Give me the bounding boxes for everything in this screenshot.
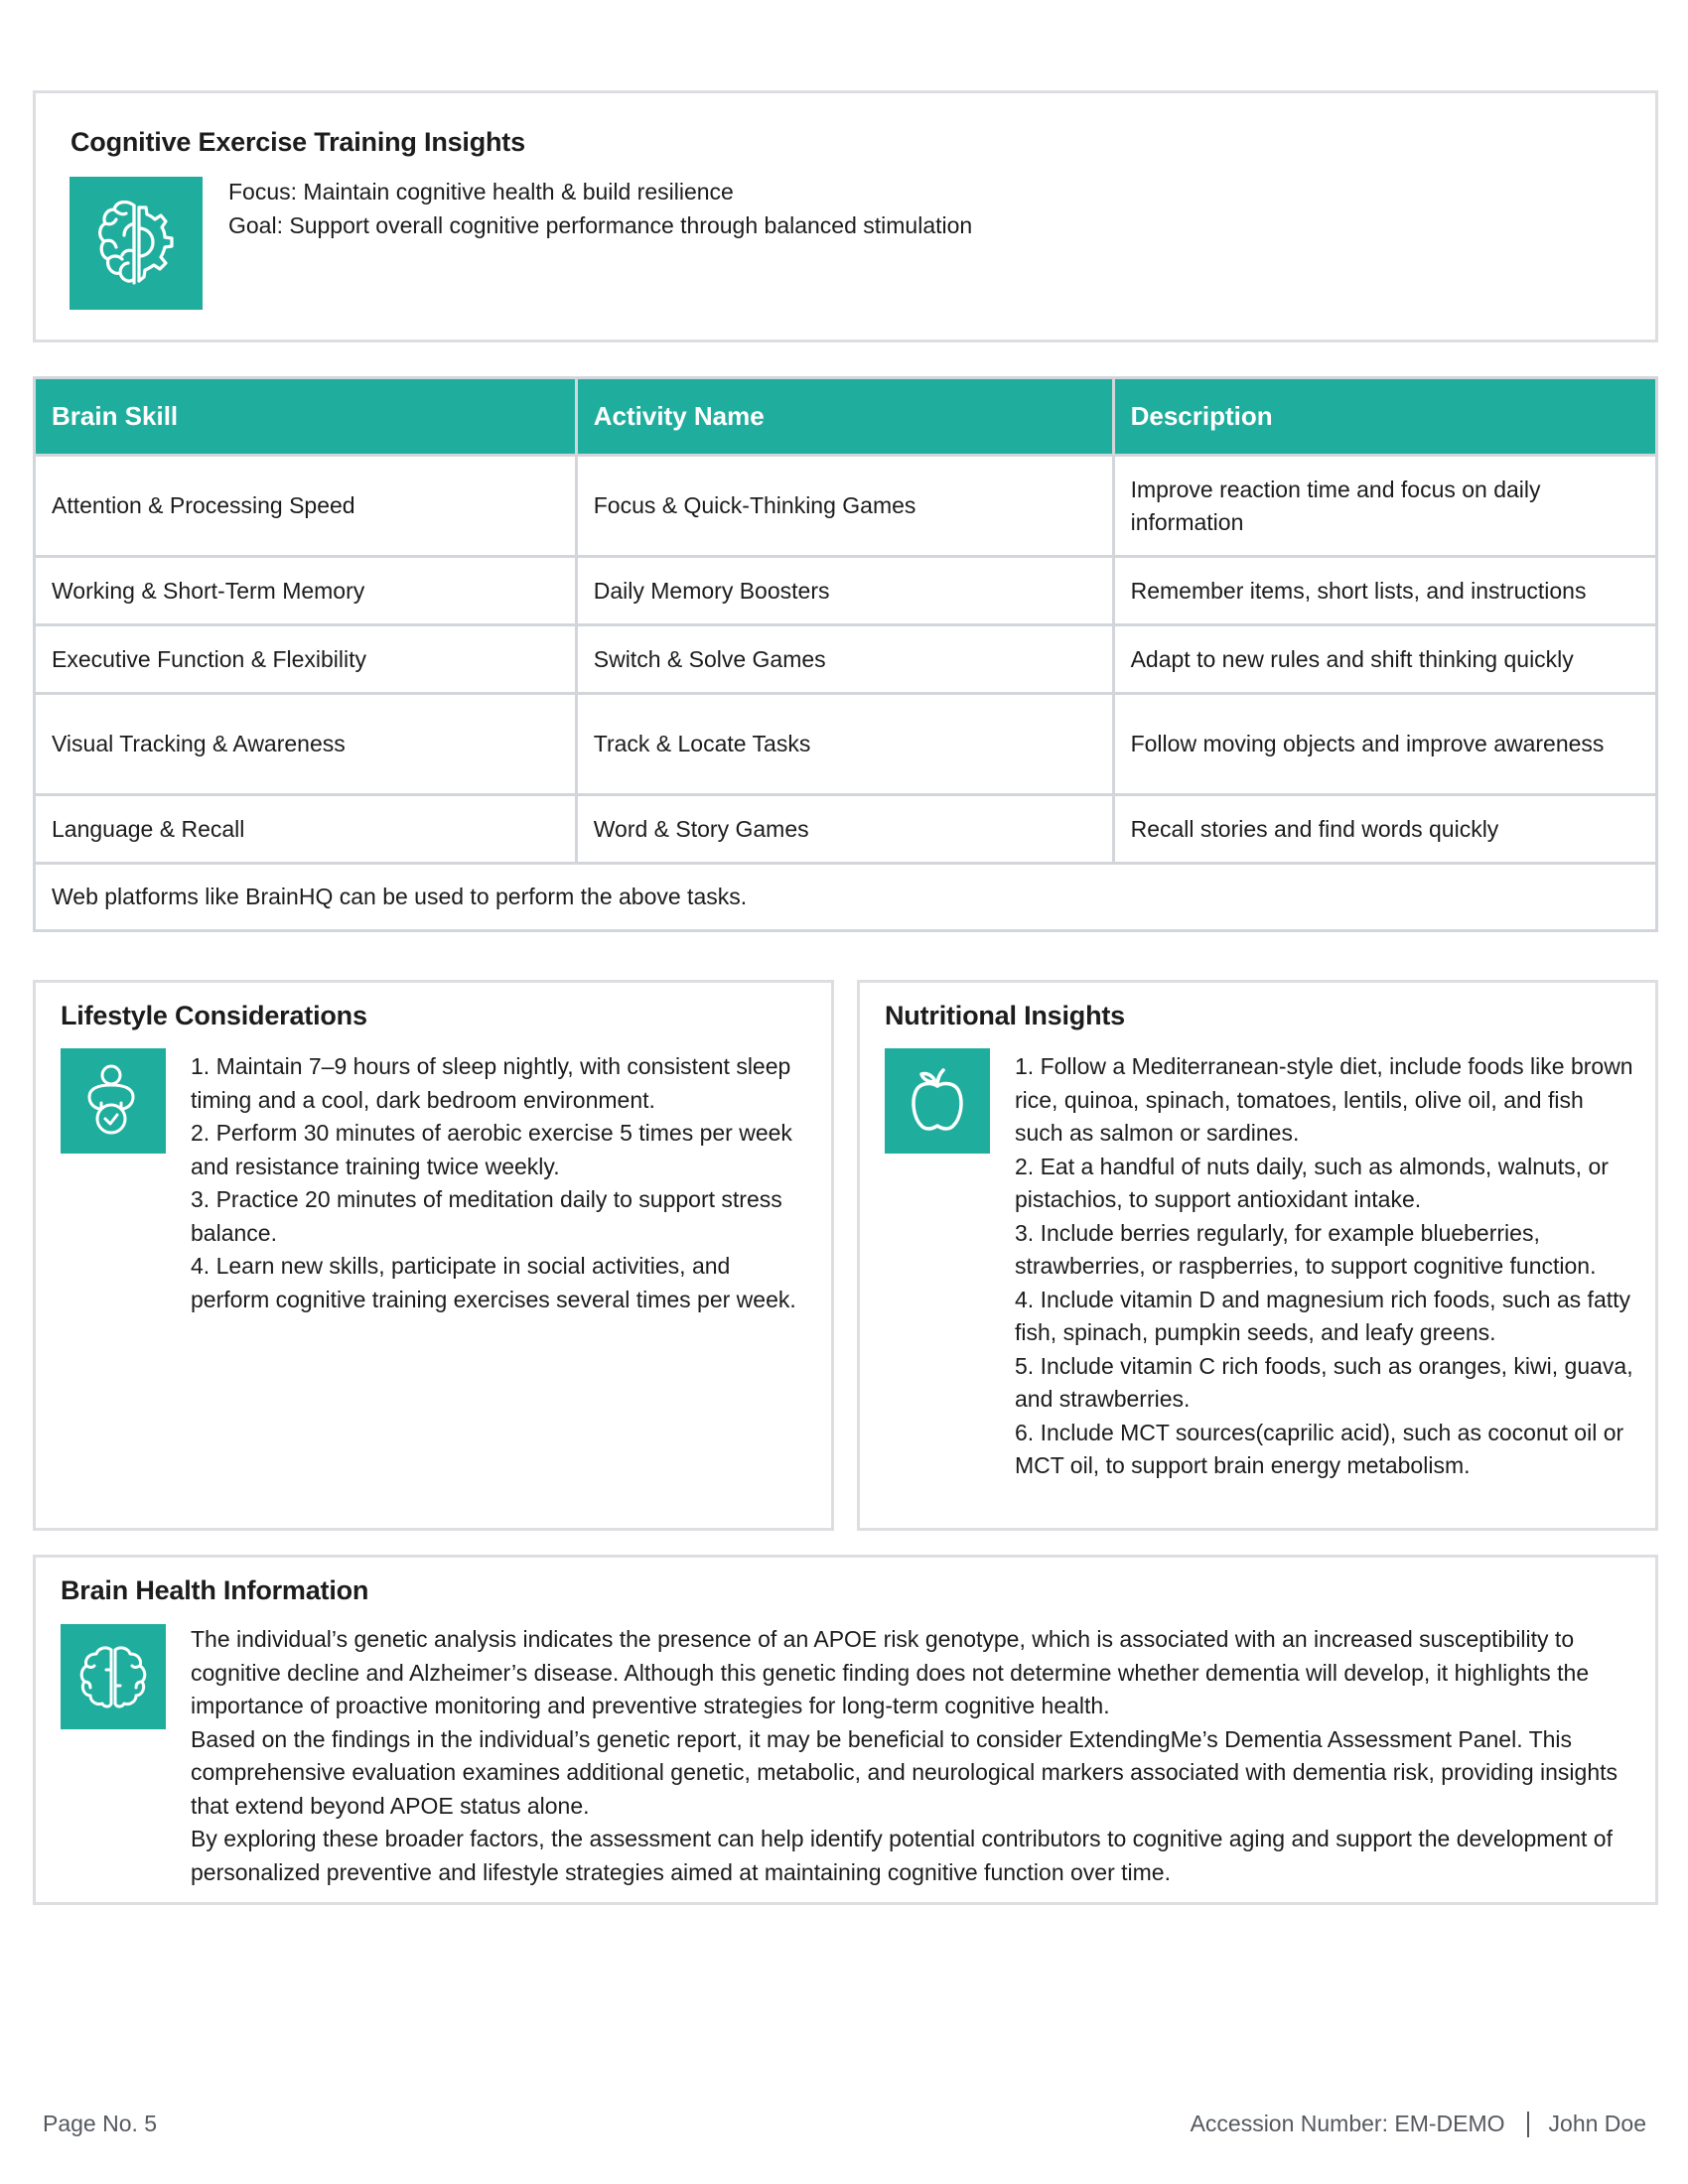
brain-skills-table [33,376,1658,932]
list-item: 3. Practice 20 minutes of meditation daily to support stress balance. [191,1186,782,1246]
header-description: Description [1113,378,1656,456]
lifestyle-card [33,980,834,1531]
skill-cell: Working & Short-Term Memory [35,557,577,625]
list-item: 1. Follow a Mediterranean-style diet, include foods like brown rice, quinoa, spinach, tomatoes, lentils, olive oil, and fish such as salmon or sardines. [1015,1053,1633,1146]
brain-health-text [191,1623,1625,1889]
activity-cell: Word & Story Games [576,795,1113,864]
brain-health-paragraph: The individual’s genetic analysis indicates the presence of an APOE risk genotype, which is associated with an increased susceptibility to cognitive decline and Alzheimer’s disease. Although this genetic finding does not determine whether dementia will develop, it highlights the importance of proactive monitoring and preventive strategies for long-term cognitive health. [191,1626,1590,1718]
table-row [35,557,1657,625]
nutrition-list [1015,1050,1633,1483]
list-item: 3. Include berries regularly, for example blueberries, strawberries, or raspberries, to support cognitive function. [1015,1219,1597,1279]
nutrition-title: Nutritional Insights [885,1001,1125,1030]
brain-icon [61,1624,166,1729]
patient-name: John Doe [1548,2111,1646,2136]
lifestyle-list [191,1050,809,1316]
activity-cell: Switch & Solve Games [576,625,1113,694]
description-cell: Adapt to new rules and shift thinking quickly [1113,625,1656,694]
lifestyle-title: Lifestyle Considerations [61,1001,367,1030]
activity-cell: Focus & Quick-Thinking Games [576,456,1113,557]
page-number: Page No. 5 [43,2111,158,2136]
accession-number: Accession Number: EM-DEMO [1190,2111,1505,2136]
brain-health-paragraph: Based on the findings in the individual’s genetic report, it may be beneficial to consider ExtendingMe’s Dementia Assessment Panel. This comprehensive evaluation examines additional genetic, metabolic, and neurological markers associated with dementia risk, providing insights that extend beyond APOE status alone. [191,1725,1618,1819]
cognitive-insights-card [33,90,1658,342]
description-cell: Follow moving objects and improve awareness [1113,694,1656,795]
header-brain-skill: Brain Skill [35,378,577,456]
footer-divider [1527,2112,1529,2137]
list-item: 1. Maintain 7–9 hours of sleep nightly, with consistent sleep timing and a cool, dark bedroom environment. [191,1053,791,1113]
brain-health-title: Brain Health Information [61,1575,369,1605]
focus-text: Focus: Maintain cognitive health & build resilience [228,179,734,205]
cognitive-insights-title: Cognitive Exercise Training Insights [70,127,525,157]
skill-cell: Language & Recall [35,795,577,864]
skill-cell: Visual Tracking & Awareness [35,694,577,795]
description-cell: Remember items, short lists, and instructions [1113,557,1656,625]
table-note-row [35,864,1657,931]
table-row [35,694,1657,795]
table-note: Web platforms like BrainHQ can be used to perform the above tasks. [35,864,1657,931]
table-row [35,625,1657,694]
cognitive-insights-text [228,175,972,242]
footer-meta [1191,2111,1646,2137]
skill-cell: Executive Function & Flexibility [35,625,577,694]
skill-cell: Attention & Processing Speed [35,456,577,557]
description-cell: Recall stories and find words quickly [1113,795,1656,864]
header-activity-name: Activity Name [576,378,1113,456]
list-item: 6. Include MCT sources(caprilic acid), such as coconut oil or MCT oil, to support brain energy metabolism. [1015,1419,1624,1478]
table-header-row [35,378,1657,456]
list-item: 2. Perform 30 minutes of aerobic exercise 5 times per week and resistance training twice weekly. [191,1120,792,1179]
list-item: 2. Eat a handful of nuts daily, such as almonds, walnuts, or pistachios, to support antioxidant intake. [1015,1153,1609,1212]
list-item: 4. Learn new skills, participate in social activities, and perform cognitive training exercises several times per week. [191,1253,796,1312]
activity-cell: Daily Memory Boosters [576,557,1113,625]
table-row [35,795,1657,864]
goal-text: Goal: Support overall cognitive performance through balanced stimulation [228,212,973,238]
brain-health-card [33,1555,1658,1905]
person-check-icon [61,1048,166,1154]
activity-cell: Track & Locate Tasks [576,694,1113,795]
description-cell: Improve reaction time and focus on daily information [1113,456,1656,557]
list-item: 4. Include vitamin D and magnesium rich foods, such as fatty fish, spinach, pumpkin seeds, and leafy greens. [1015,1286,1631,1345]
nutrition-card [857,980,1658,1531]
list-item: 5. Include vitamin C rich foods, such as oranges, kiwi, guava, and strawberries. [1015,1352,1633,1412]
apple-icon [885,1048,990,1154]
brain-health-paragraph: By exploring these broader factors, the assessment can help identify potential contributors to cognitive aging and support the development of personalized preventive and lifestyle strategies aimed at maintaining cognitive function over time. [191,1826,1613,1885]
brain-gear-icon [70,177,203,310]
table-row [35,456,1657,557]
